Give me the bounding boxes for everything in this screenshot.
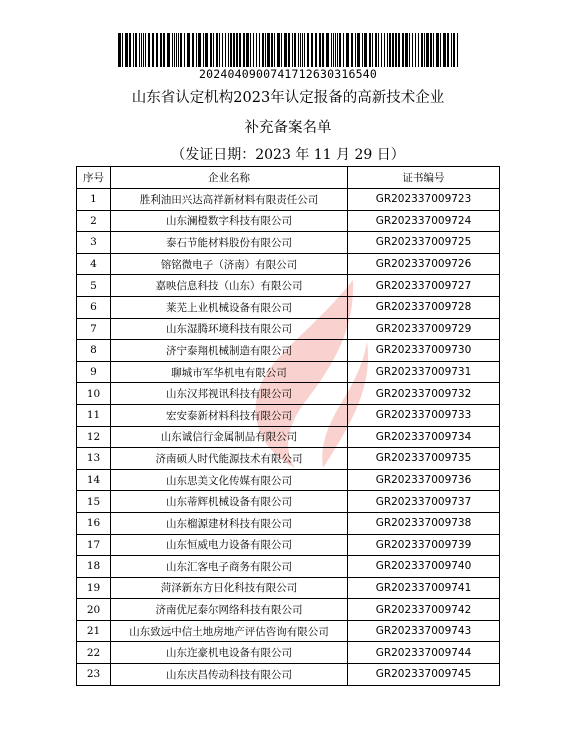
company-name-cell: 山东迮豪机电设备有限公司 — [111, 642, 348, 664]
company-name-cell: 济南优尼泰尔网络科技有限公司 — [111, 599, 348, 621]
table-row — [77, 232, 500, 254]
certificate-number-cell: GR202337009738 — [348, 512, 500, 534]
barcode-bar — [222, 33, 223, 67]
barcode-bar — [315, 33, 317, 67]
barcode-bar — [440, 33, 441, 67]
barcode-bar — [294, 33, 296, 67]
table-row — [77, 642, 500, 664]
company-name-cell: 山东庆昌传动科技有限公司 — [111, 664, 348, 686]
barcode-bar — [395, 33, 397, 67]
serial-number-cell: 9 — [77, 361, 111, 383]
barcode-bar — [277, 33, 280, 67]
certificate-number-cell: GR202337009731 — [348, 361, 500, 383]
barcode-bar — [387, 33, 388, 67]
certificate-number-cell: GR202337009729 — [348, 318, 500, 340]
barcode-bar — [333, 33, 334, 67]
table-row — [77, 253, 500, 275]
barcode-bar — [225, 33, 226, 67]
certificate-number-cell: GR202337009740 — [348, 556, 500, 578]
barcode-bar — [346, 33, 349, 67]
company-name-cell: 山东致远中信土地房地产评估咨询有限公司 — [111, 620, 348, 642]
barcode-bar — [243, 33, 245, 67]
serial-number-cell: 4 — [77, 253, 111, 275]
barcode-bar — [187, 33, 190, 67]
certificate-number-cell: GR202337009744 — [348, 642, 500, 664]
barcode-bar — [281, 33, 282, 67]
barcode-bar — [409, 33, 410, 67]
barcode-bar — [362, 33, 363, 67]
barcode-bar — [203, 33, 204, 67]
certificate-number-cell: GR202337009743 — [348, 620, 500, 642]
barcode-bar — [398, 33, 400, 67]
certificate-number-cell: GR202337009724 — [348, 210, 500, 232]
table-row — [77, 210, 500, 232]
table-row — [77, 512, 500, 534]
certificate-number-cell: GR202337009741 — [348, 577, 500, 599]
barcode-bar — [339, 33, 341, 67]
barcode-bar — [402, 33, 404, 67]
table-row — [77, 534, 500, 556]
barcode-bar — [122, 33, 123, 67]
company-name-cell: 胜利油田兴达高祥新材料有限责任公司 — [111, 189, 348, 211]
serial-number-cell: 2 — [77, 210, 111, 232]
barcode-number: 20240409007417126303165​40 — [198, 67, 378, 81]
certificate-number-cell: GR202337009745 — [348, 664, 500, 686]
serial-number-cell: 18 — [77, 556, 111, 578]
barcode-bar — [133, 33, 134, 67]
serial-number-cell: 7 — [77, 318, 111, 340]
table-header-row — [77, 167, 500, 189]
table-row — [77, 318, 500, 340]
certificate-number-cell: GR202337009728 — [348, 296, 500, 318]
barcode-bar — [384, 33, 385, 67]
barcode-bar — [284, 33, 287, 67]
company-name-cell: 济宁泰翔机械制造有限公司 — [111, 340, 348, 362]
table-row — [77, 664, 500, 686]
company-name-cell: 莱芜上业机械设备有限公司 — [111, 296, 348, 318]
barcode-bar — [355, 33, 356, 67]
barcode-bar — [148, 33, 150, 67]
barcode-bar — [163, 33, 165, 67]
company-name-cell: 山东蒂辉机械设备有限公司 — [111, 491, 348, 513]
serial-number-cell: 11 — [77, 404, 111, 426]
barcode-bar — [198, 33, 201, 67]
barcode-bar — [172, 33, 173, 67]
barcode-bar — [156, 33, 158, 67]
barcode-bar — [246, 33, 249, 67]
table-row — [77, 599, 500, 621]
table-row — [77, 383, 500, 405]
serial-number-cell: 10 — [77, 383, 111, 405]
barcode-bar — [205, 33, 208, 67]
serial-number-cell: 21 — [77, 620, 111, 642]
barcode-bar — [421, 33, 423, 67]
table-row — [77, 448, 500, 470]
barcode-bar — [369, 33, 371, 67]
barcode-bar — [192, 33, 194, 67]
barcode-bar — [430, 33, 432, 67]
barcode-bar — [253, 33, 254, 67]
certificate-number-cell: GR202337009734 — [348, 426, 500, 448]
header-company-name: 企业名称 — [111, 167, 348, 189]
barcode-bar — [174, 33, 175, 67]
barcode-bar — [433, 33, 434, 67]
table-row — [77, 469, 500, 491]
barcode-bar — [288, 33, 290, 67]
barcode-bar — [311, 33, 313, 67]
barcode-bar — [412, 33, 413, 67]
barcode-bar — [265, 33, 266, 67]
company-name-cell: 山东榴源建材科技有限公司 — [111, 512, 348, 534]
barcode-bar — [443, 33, 446, 67]
barcode-bar — [213, 33, 214, 67]
barcode-bar — [300, 33, 301, 67]
barcode-bar — [256, 33, 257, 67]
barcode-bar — [236, 33, 238, 67]
barcode-bar — [405, 33, 408, 67]
serial-number-cell: 3 — [77, 232, 111, 254]
company-name-cell: 山东湿腾环境科技有限公司 — [111, 318, 348, 340]
issue-date: （发证日期：2023 年 11 月 29 日） — [171, 147, 405, 163]
serial-number-cell: 8 — [77, 340, 111, 362]
barcode-bar — [216, 33, 218, 67]
certificate-number-cell: GR202337009726 — [348, 253, 500, 275]
barcode-bar — [125, 33, 128, 67]
barcode-bar — [343, 33, 344, 67]
barcode-bar — [118, 33, 121, 67]
barcode-bar — [357, 33, 360, 67]
certificate-number-cell: GR202337009727 — [348, 275, 500, 297]
serial-number-cell: 13 — [77, 448, 111, 470]
barcode-bar — [292, 33, 293, 67]
table-row — [77, 620, 500, 642]
barcode-bar — [304, 33, 305, 67]
header-serial-number: 序号 — [77, 167, 111, 189]
certificate-number-cell: GR202337009739 — [348, 534, 500, 556]
table-row — [77, 404, 500, 426]
barcode-bar — [129, 33, 131, 67]
barcode-bar — [160, 33, 162, 67]
company-name-cell: 镕铭微电子（济南）有限公司 — [111, 253, 348, 275]
document-subtitle: 补充备案名单 — [244, 120, 332, 136]
certificate-number-cell: GR202337009736 — [348, 469, 500, 491]
serial-number-cell: 16 — [77, 512, 111, 534]
table-row — [77, 275, 500, 297]
barcode-bar — [392, 33, 394, 67]
serial-number-cell: 6 — [77, 296, 111, 318]
barcode-bar — [436, 33, 439, 67]
company-name-cell: 菏泽新东方日化科技有限公司 — [111, 577, 348, 599]
barcode-bar — [298, 33, 299, 67]
company-name-cell: 山东诚信行金属制品有限公司 — [111, 426, 348, 448]
company-name-cell: 山东澜橙数字科技有限公司 — [111, 210, 348, 232]
barcode-bar — [335, 33, 336, 67]
barcode-bar — [167, 33, 170, 67]
table-row — [77, 556, 500, 578]
barcode-bar — [326, 33, 329, 67]
barcode-bar — [451, 33, 452, 67]
barcode-bar — [152, 33, 154, 67]
header-certificate-number: 证书编号 — [348, 167, 500, 189]
company-name-cell: 山东恒威电力设备有限公司 — [111, 534, 348, 556]
serial-number-cell: 5 — [77, 275, 111, 297]
barcode-bar — [319, 33, 321, 67]
certificate-number-cell: GR202337009732 — [348, 383, 500, 405]
barcode-bar — [178, 33, 179, 67]
barcode-bar — [389, 33, 391, 67]
barcode-bar — [351, 33, 353, 67]
certificate-number-cell: GR202337009725 — [348, 232, 500, 254]
barcode-bar — [302, 33, 303, 67]
barcode-bar — [381, 33, 382, 67]
barcode-bar — [375, 33, 377, 67]
barcode — [118, 33, 458, 67]
barcode-bar — [143, 33, 144, 67]
barcode-bar — [267, 33, 270, 67]
table-row — [77, 426, 500, 448]
table-row — [77, 577, 500, 599]
barcode-bar — [274, 33, 275, 67]
serial-number-cell: 22 — [77, 642, 111, 664]
serial-number-cell: 15 — [77, 491, 111, 513]
certificate-number-cell: GR202337009735 — [348, 448, 500, 470]
barcode-bar — [141, 33, 142, 67]
serial-number-cell: 12 — [77, 426, 111, 448]
serial-number-cell: 17 — [77, 534, 111, 556]
company-name-cell: 泰石节能材料股份有限公司 — [111, 232, 348, 254]
barcode-bar — [271, 33, 273, 67]
barcode-bar — [176, 33, 177, 67]
barcode-bar — [210, 33, 212, 67]
barcode-bar — [372, 33, 373, 67]
barcode-bar — [180, 33, 182, 67]
company-name-cell: 山东汇客电子商务有限公司 — [111, 556, 348, 578]
barcode-bar — [233, 33, 235, 67]
barcode-bar — [262, 33, 264, 67]
company-name-cell: 聊城市军华机电有限公司 — [111, 361, 348, 383]
certificate-number-cell: GR202337009742 — [348, 599, 500, 621]
serial-number-cell: 20 — [77, 599, 111, 621]
barcode-bar — [139, 33, 140, 67]
barcode-bar — [378, 33, 379, 67]
company-name-cell: 济南硕人时代能源技术有限公司 — [111, 448, 348, 470]
certificate-number-cell: GR202337009730 — [348, 340, 500, 362]
table-row — [77, 361, 500, 383]
table-row — [77, 491, 500, 513]
barcode-bar — [457, 33, 458, 67]
barcode-bar — [259, 33, 260, 67]
serial-number-cell: 14 — [77, 469, 111, 491]
barcode-bar — [135, 33, 137, 67]
barcode-bar — [228, 33, 229, 67]
certificate-number-cell: GR202337009733 — [348, 404, 500, 426]
company-name-cell: 宏安泰新材料科技有限公司 — [111, 404, 348, 426]
barcode-bar — [239, 33, 241, 67]
document-title: 山东省认定机构2023年认定报备的高新技术企业 — [131, 90, 445, 106]
barcode-bar — [453, 33, 455, 67]
barcode-bar — [415, 33, 416, 67]
barcode-bar — [447, 33, 449, 67]
company-name-cell: 山东汉邦视讯科技有限公司 — [111, 383, 348, 405]
barcode-bar — [184, 33, 185, 67]
barcode-bar — [331, 33, 332, 67]
barcode-bar — [307, 33, 309, 67]
barcode-bar — [196, 33, 197, 67]
enterprise-table — [76, 166, 500, 686]
barcode-bar — [418, 33, 419, 67]
barcode-bar — [322, 33, 324, 67]
barcode-bar — [364, 33, 367, 67]
certificate-number-cell: GR202337009737 — [348, 491, 500, 513]
serial-number-cell: 1 — [77, 189, 111, 211]
company-name-cell: 山东思美文化传媒有限公司 — [111, 469, 348, 491]
serial-number-cell: 19 — [77, 577, 111, 599]
barcode-bar — [230, 33, 232, 67]
barcode-bar — [219, 33, 220, 67]
barcode-bar — [145, 33, 146, 67]
barcode-bar — [424, 33, 425, 67]
barcode-bar — [250, 33, 251, 67]
barcode-bar — [337, 33, 338, 67]
table-row — [77, 189, 500, 211]
table-row — [77, 340, 500, 362]
table-row — [77, 296, 500, 318]
company-name-cell: 嘉映信息科技（山东）有限公司 — [111, 275, 348, 297]
barcode-bar — [426, 33, 429, 67]
certificate-number-cell: GR202337009723 — [348, 189, 500, 211]
serial-number-cell: 23 — [77, 664, 111, 686]
